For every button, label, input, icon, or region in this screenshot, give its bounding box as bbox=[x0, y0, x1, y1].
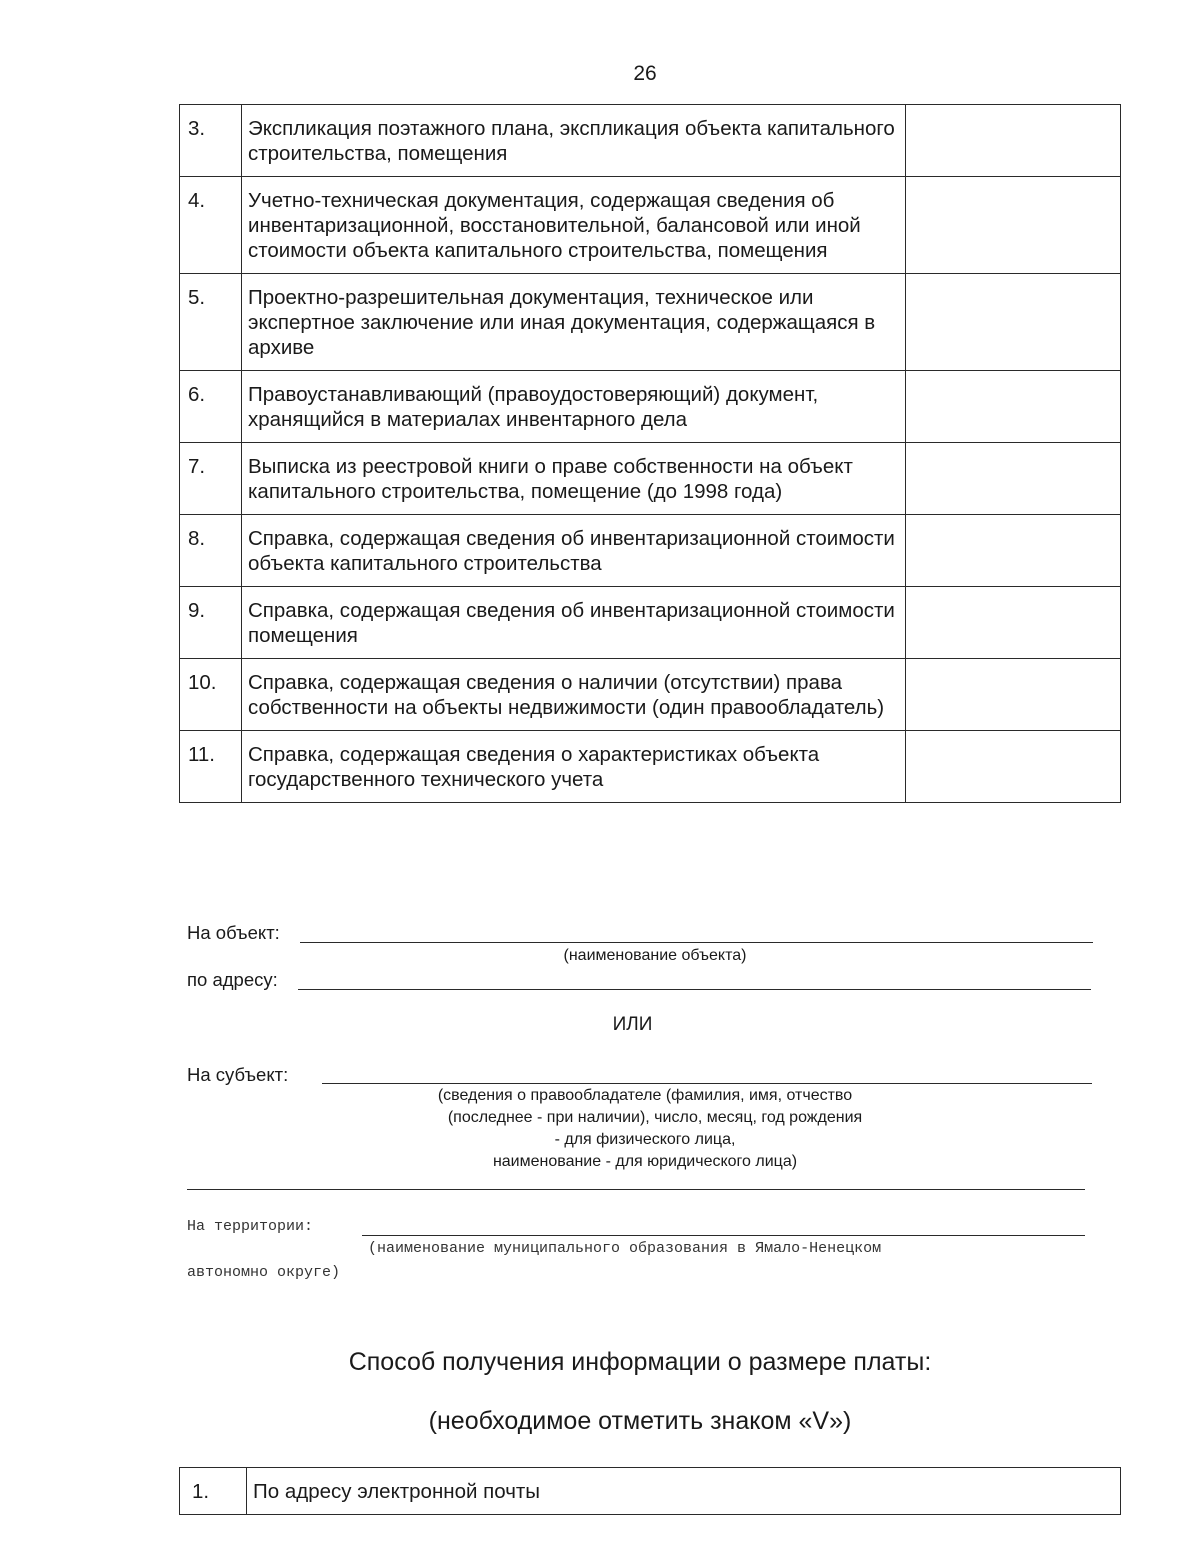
document-title: Справка, содержащая сведения о характеристиках объекта государственного технического учета bbox=[242, 731, 906, 803]
document-mark-cell[interactable] bbox=[906, 731, 1121, 803]
territory-hint-cont: автономно округе) bbox=[187, 1264, 341, 1281]
document-row bbox=[180, 105, 1121, 177]
document-row bbox=[180, 177, 1121, 274]
document-mark-cell[interactable] bbox=[906, 587, 1121, 659]
object-hint: (наименование объекта) bbox=[563, 947, 747, 964]
document-row bbox=[180, 515, 1121, 587]
document-row bbox=[180, 443, 1121, 515]
subject-hint-line: (сведения о правообладателе (фамилия, имя, отчество bbox=[437, 1087, 853, 1104]
document-number: 9. bbox=[180, 587, 242, 659]
document-number: 7. bbox=[180, 443, 242, 515]
document-mark-cell[interactable] bbox=[906, 177, 1121, 274]
document-title: Справка, содержащая сведения об инвентаризационной стоимости объекта капитального строительства bbox=[242, 515, 906, 587]
document-row bbox=[180, 731, 1121, 803]
method-title: Способ получения информации о размере платы: bbox=[348, 1348, 932, 1376]
address-label: по адресу: bbox=[187, 969, 278, 990]
subject-hint bbox=[0, 1085, 1200, 1173]
subject-hint-line: - для физического лица, bbox=[554, 1131, 736, 1148]
document-number: 5. bbox=[180, 274, 242, 371]
document-title: Справка, содержащая сведения об инвентаризационной стоимости помещения bbox=[242, 587, 906, 659]
subject-field[interactable] bbox=[322, 1064, 1092, 1084]
subject-hint-line: наименование - для юридического лица) bbox=[492, 1153, 798, 1170]
document-mark-cell[interactable] bbox=[906, 659, 1121, 731]
method-table bbox=[179, 1467, 1121, 1515]
document-row bbox=[180, 587, 1121, 659]
method-option[interactable]: По адресу электронной почты bbox=[247, 1468, 1121, 1515]
address-field[interactable] bbox=[298, 969, 1091, 990]
method-row[interactable] bbox=[180, 1468, 1121, 1515]
document-mark-cell[interactable] bbox=[906, 105, 1121, 177]
document-title: Экспликация поэтажного плана, экспликация объекта капитального строительства, помещения bbox=[242, 105, 906, 177]
territory-field[interactable] bbox=[362, 1218, 1085, 1236]
subject-hint-line: (последнее - при наличии), число, месяц, год рождения bbox=[447, 1109, 863, 1126]
territory-hint: (наименование муниципального образования в Ямало-Ненецком bbox=[368, 1240, 882, 1257]
document-mark-cell[interactable] bbox=[906, 515, 1121, 587]
document-title: Выписка из реестровой книги о праве собственности на объект капитального строительства, помещение (до 1998 года) bbox=[242, 443, 906, 515]
document-number: 3. bbox=[180, 105, 242, 177]
page-number: 26 bbox=[633, 62, 657, 85]
territory-label: На территории: bbox=[187, 1218, 314, 1235]
document-number: 8. bbox=[180, 515, 242, 587]
document-mark-cell[interactable] bbox=[906, 443, 1121, 515]
or-separator: ИЛИ bbox=[612, 1014, 653, 1035]
document-mark-cell[interactable] bbox=[906, 274, 1121, 371]
document-mark-cell[interactable] bbox=[906, 371, 1121, 443]
document-row bbox=[180, 659, 1121, 731]
subject-label: На субъект: bbox=[187, 1064, 289, 1085]
document-number: 4. bbox=[180, 177, 242, 274]
document-number: 6. bbox=[180, 371, 242, 443]
method-number: 1. bbox=[180, 1468, 247, 1515]
document-number: 10. bbox=[180, 659, 242, 731]
method-subtitle: (необходимое отметить знаком «V») bbox=[428, 1407, 852, 1435]
document-title: Проектно-разрешительная документация, техническое или экспертное заключение или иная документация, содержащаяся в архиве bbox=[242, 274, 906, 371]
document-title: Правоустанавливающий (правоудостоверяющий) документ, хранящийся в материалах инвентарного дела bbox=[242, 371, 906, 443]
document-number: 11. bbox=[180, 731, 242, 803]
document-row bbox=[180, 371, 1121, 443]
document-title: Учетно-техническая документация, содержащая сведения об инвентаризационной, восстановительной, балансовой или иной стоимости объекта капитального строительства, помещения bbox=[242, 177, 906, 274]
object-field[interactable] bbox=[300, 922, 1093, 943]
document-row bbox=[180, 274, 1121, 371]
object-label: На объект: bbox=[187, 922, 280, 943]
subject-extra-field[interactable] bbox=[187, 1178, 1085, 1190]
documents-table bbox=[179, 104, 1121, 803]
document-title: Справка, содержащая сведения о наличии (отсутствии) права собственности на объекты недвижимости (один правообладатель) bbox=[242, 659, 906, 731]
